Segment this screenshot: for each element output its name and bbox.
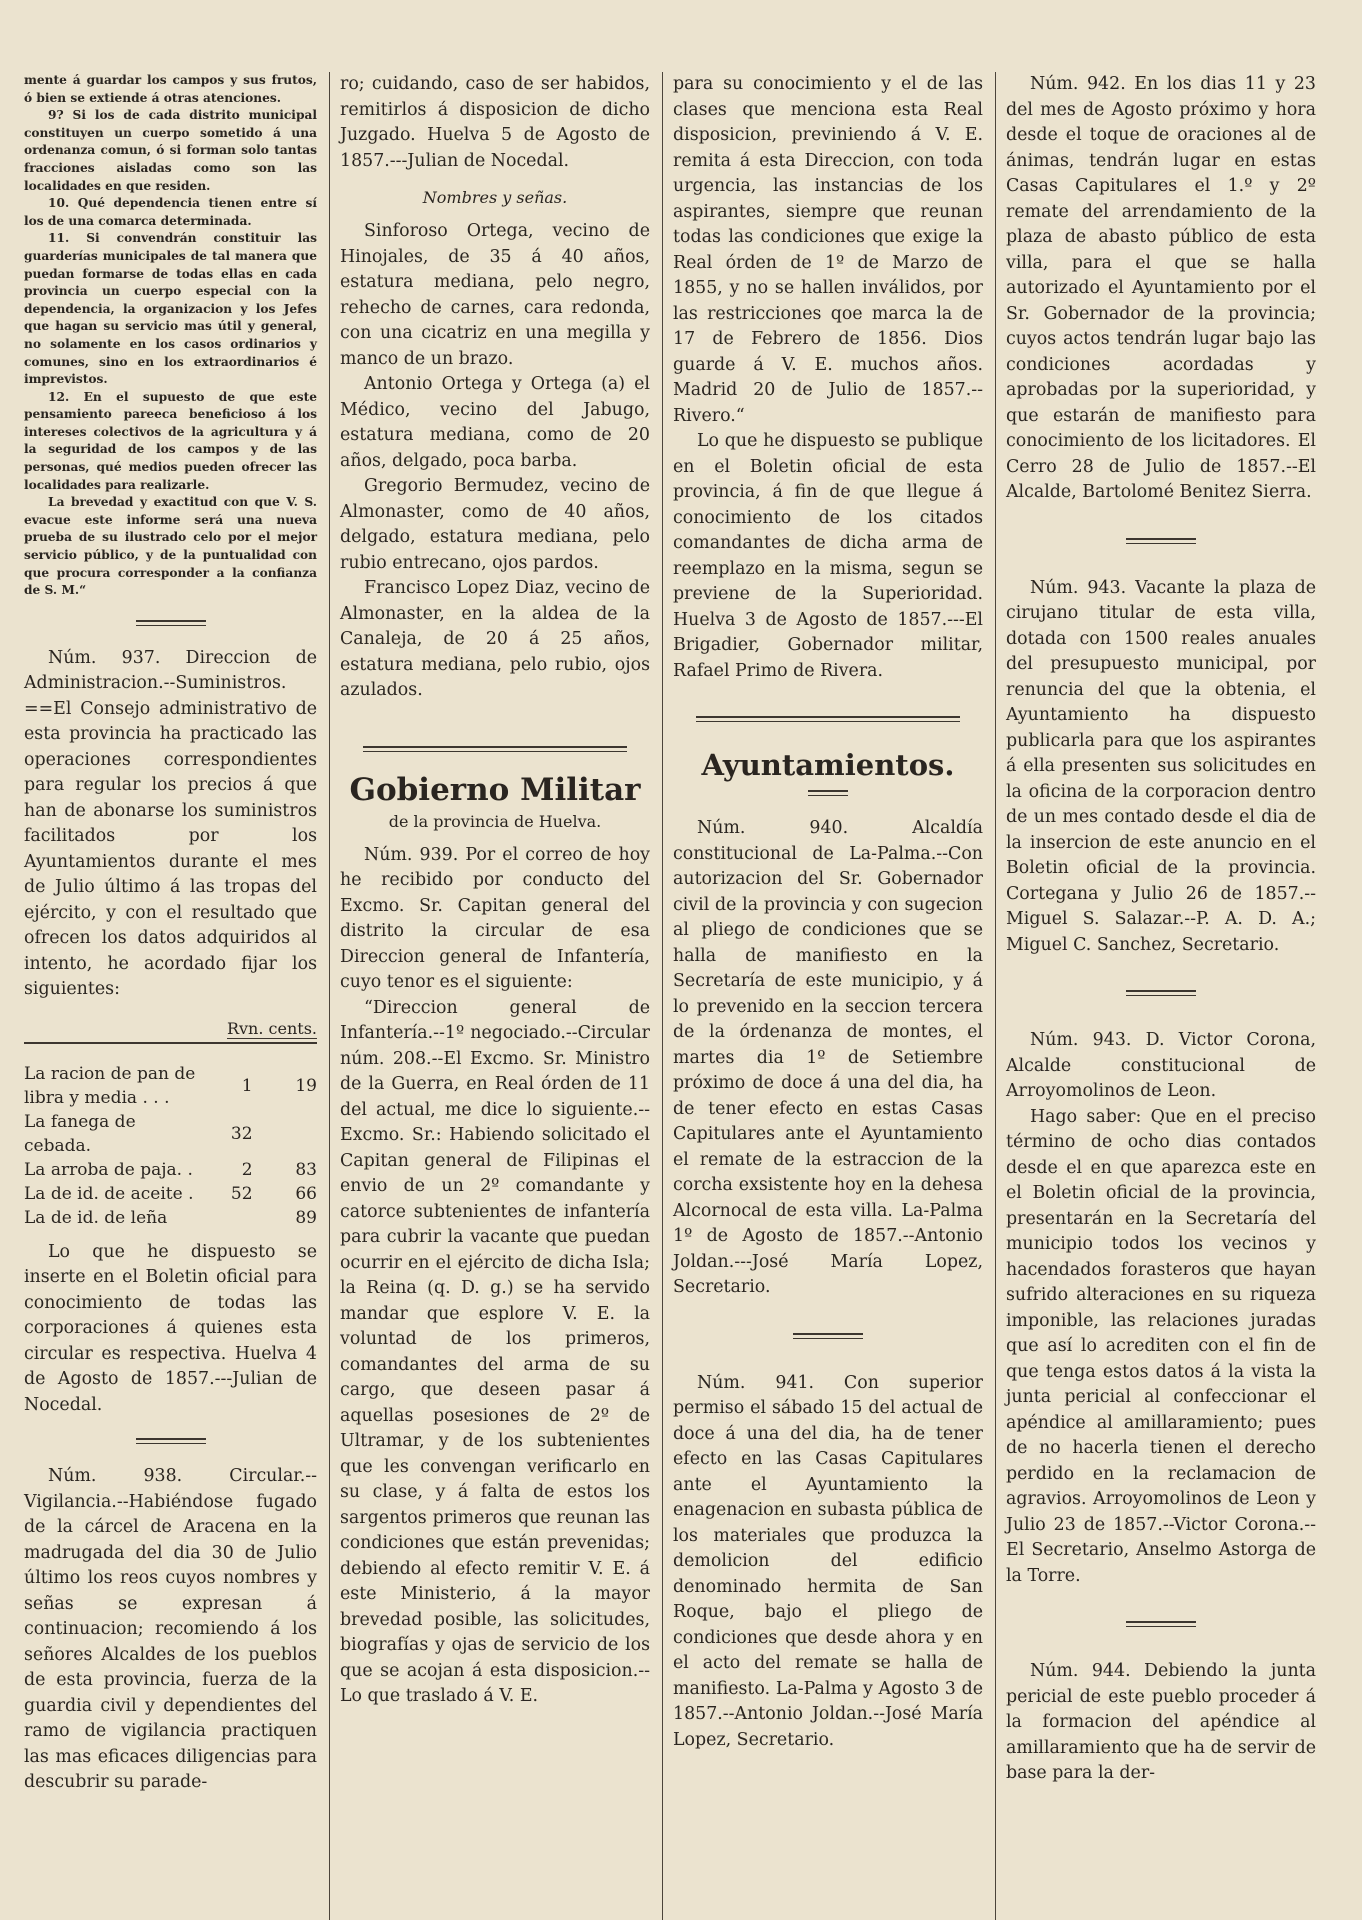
table-row: La de id. de aceite . 52 66 xyxy=(24,1183,317,1204)
notice-937-closing: Lo que he dispuesto se inserte en el Boletin oficial para conocimiento de todas las corporaciones á quienes esta circular es respectiva. Huelva 4 de Agosto de 1857.---Julian de Nocedal. xyxy=(24,1241,317,1415)
column-1 xyxy=(14,72,329,1920)
divider-ornament xyxy=(696,714,960,724)
notice-944: Núm. 944. Debiendo la junta pericial de este pueblo proceder á la formacion del apéndice al amillaramiento que ha de servir de base para la der- xyxy=(1006,1661,1316,1783)
paragraph: 10. Qué dependencia tienen entre sí los de una comarca determinada. xyxy=(24,196,317,228)
paragraph: ro; cuidando, caso de ser habidos, remitirlos á disposicion de dicho Juzgado. Huelva 5 de Agosto de 1857.---Julian de Nocedal. xyxy=(340,74,650,171)
notice-942: Núm. 942. En los dias 11 y 23 del mes de Agosto próximo y hora desde el toque de oraciones al de ánimas, tendrán lugar en estas Casas Capitulares el 1.º y 2º remate del arrendamiento de la plaza de abasto público de esta villa, para el que se halla autorizado el Ayuntamiento por el Sr. Gobernador de la provincia; cuyos actos tendrán lugar bajo las condiciones acordadas y aprobadas por la superioridad, y que estarán de manifiesto para conocimiento de los licitadores. El Cerro 28 de Julio de 1857.--El Alcalde, Bartolomé Benitez Sierra. xyxy=(1006,74,1316,502)
person-entry: Sinforoso Ortega, vecino de Hinojales, de 35 á 40 años, estatura mediana, pelo negro, rehecho de carnes, cara redonda, con una cicatriz en una megilla y manco de un brazo. xyxy=(340,221,650,369)
paragraph: Hago saber: Que en el preciso término de ocho dias contados desde el en que aparezca este en el Boletin oficial de la provincia, presentarán en la Secretaría del municipio todos los vecinos y hacendados forasteros que hayan sufrido alteraciones en su riqueza imponible, las relaciones juradas que así lo acrediten con el fin de que tenga estos datos á la vista la junta pericial al confeccionar el apéndice al amillaramiento; pues de no hacerla tienen el derecho perdido en la reclamacion de agravios. Arroyomolinos de Leon y Julio 23 de 1857.--Victor Corona.--El Secretario, Anselmo Astorga de la Torre. xyxy=(1006,1106,1316,1586)
section-heading: Gobierno Militar xyxy=(349,771,641,808)
paragraph: Lo que he dispuesto se publique en el Boletin oficial de esta provincia, á fin de que llegue á conocimiento de los citados comandantes de dicha arma de reemplazo en la misma, segun se previene de la Superioridad. Huelva 3 de Agosto de 1857.---El Brigadier, Gobernador militar, Rafael Primo de Rivera. xyxy=(673,431,983,681)
paragraph: mente á guardar los campos y sus frutos, ó bien se extiende á otras atenciones. xyxy=(24,73,317,105)
paragraph: 9? Si los de cada distrito municipal constituyen un cuerpo sometido á una ordenanza comun, ó si forman solo tantas fracciones aisladas como son las localidades en que residen. xyxy=(24,108,317,193)
table-header: Rvn. cents. xyxy=(24,1019,317,1044)
paragraph: 12. En el supuesto de que este pensamiento pareeca beneficioso á los intereses colectivos de la agricultura y á la seguridad de los campos y de las personas, qué medios pueden ofrecer las localidades para realizarle. xyxy=(24,389,317,492)
column-4 xyxy=(995,72,1328,1920)
divider-ornament xyxy=(1126,988,1196,998)
notice-940: Núm. 940. Alcaldía constitucional de La-Palma.--Con autorizacion del Sr. Gobernador civil de la provincia y con sugecion al pliego de condiciones que se halla de manifiesto en la Secretaría de este municipio, y á lo prevenido en la seccion tercera de la órdenanza de montes, el martes dia 1º de Setiembre próximo de doce á una del dia, ha de tener efecto en estas Casas Capitulares ante el Ayuntamiento el remate de la estraccion de la corcha exsistente hoy en la dehesa Alcornocal de esta villa. La-Palma 1º de Agosto de 1857.--Antonio Joldan.---José María Lopez, Secretario. xyxy=(673,818,983,1297)
price-table xyxy=(24,1062,317,1230)
notice-937: Núm. 937. Direccion de Administracion.--Suministros. ==El Consejo administrativo de esta provincia ha practicado las operaciones correspondientes para regular los precios á que han de abonarse los suministros facilitados por los Ayuntamientos durante el mes de Julio último á las tropas del ejército, y con el resultado que ofrecen los datos adquiridos al intento, he acordado fijar los siguientes: xyxy=(24,647,317,1000)
divider-ornament xyxy=(793,1331,863,1341)
person-entry: Gregorio Bermudez, vecino de Almonaster, como de 40 años, delgado, estatura mediana, pelo rubio entrecano, ojos pardos. xyxy=(340,476,650,573)
divider-ornament xyxy=(1126,536,1196,546)
divider-ornament xyxy=(808,788,848,798)
column-3 xyxy=(662,72,995,1920)
table-row: La racion de pan de libra y media . . . 1 19 xyxy=(24,1063,317,1108)
section-heading: Ayuntamientos. xyxy=(701,748,955,782)
divider-ornament xyxy=(136,618,206,628)
notice-938: Núm. 938. Circular.--Vigilancia.--Habiéndose fugado de la cárcel de Aracena en la madrugada del dia 30 de Julio último los reos cuyos nombres y señas se expresan á continuacion; recomiendo á los señores Alcaldes de los pueblos de esta provincia, fuerza de la guardia civil y dependientes del ramo de vigilancia practiquen las mas eficaces diligencias para descubrir su parade- xyxy=(24,1466,317,1793)
table-row: La de id. de leña 89 xyxy=(24,1207,317,1228)
divider-ornament xyxy=(1126,1619,1196,1629)
section-subheading: Nombres y señas. xyxy=(422,188,568,207)
divider-ornament xyxy=(363,744,627,754)
notice-943-cortegana: Núm. 943. Vacante la plaza de cirujano titular de esta villa, dotada con 1500 reales anuales del presupuesto municipal, por renuncia del que la obtenia, el Ayuntamiento ha dispuesto publicarla para que los aspirantes á ella presenten sus solicitudes en la oficina de la corporacion dentro de un mes contado desde el dia de la insercion de este anuncio en el Boletin oficial de la provincia. Cortegana y Julio 26 de 1857.--Miguel S. Salazar.--P. A. D. A.; Miguel C. Sanchez, Secretario. xyxy=(1006,577,1316,955)
section-subheading: de la provincia de Huelva. xyxy=(388,811,602,831)
table-row: La arroba de paja. . 2 83 xyxy=(24,1159,317,1180)
person-entry: Antonio Ortega y Ortega (a) el Médico, vecino del Jabugo, estatura mediana, como de 20 años, delgado, poca barba. xyxy=(340,374,650,471)
notice-939-circular: “Direccion general de Infantería.--1º negociado.--Circular núm. 208.--El Excmo. Sr. Ministro de la Guerra, en Real órden de 11 del actual, me dice lo siguiente.--Excmo. Sr.: Habiendo solicitado el Capitan general de Filipinas el envio de un 2º comandante y catorce subtenientes de infantería para cubrir la vacante que puedan ocurrir en el ejército de dicha Isla; la Reina (q. D. g.) se ha servido mandar que esplore V. E. la voluntad de los primeros, comandantes del arma de su cargo, que deseen pasar á aquellas posesiones de 2º de Ultramar, y de los subtenientes que les convengan verificarlo en su clase, y á falta de estos los sargentos primeros que reunan las condiciones que están prevenidas; debiendo al efecto remitir V. E. á este Ministerio, á la mayor brevedad posible, las solicitudes, biografías y ojas de servicio de los que se acojan á esta disposicion.--Lo que traslado á V. E. xyxy=(340,997,650,1706)
questionnaire-section xyxy=(24,72,317,600)
paragraph: 11. Si convendrán constituir las guarderías municipales de tal manera que puedan formarse de todas ellas en cada provincia un cuerpo especial con la dependencia, la organizacion y los Jefes que hagan su servicio mas útil y general, no solamente en los casos ordinarios y comunes, sino en los extraordinarios é imprevistos. xyxy=(24,231,317,387)
column-2 xyxy=(329,72,662,1920)
table-row: La fanega de cebada. 32 xyxy=(24,1111,253,1156)
paragraph: para su conocimiento y el de las clases que menciona esta Real disposicion, previniendo á V. E. remita á esta Direccion, con toda urgencia, las instancias de los aspirantes, siempre que reunan todas las condiciones que exige la Real órden de 1º de Marzo de 1855, y no se hallen inválidos, por las restricciones qoe marca la de 17 de Febrero de 1856. Dios guarde á V. E. muchos años. Madrid 20 de Julio de 1857.--Rivero.“ xyxy=(673,74,983,426)
notice-939: Núm. 939. Por el correo de hoy he recibido por conducto del Excmo. Sr. Capitan general del distrito la circular de esa Direccion general de Infantería, cuyo tenor es el siguiente: xyxy=(340,844,650,992)
divider-ornament xyxy=(136,1436,206,1446)
person-entry: Francisco Lopez Diaz, vecino de Almonaster, en la aldea de la Canaleja, de 20 á 25 años, estatura mediana, pelo rubio, ojos azulados. xyxy=(340,578,650,700)
notice-943-arroyomolinos: Núm. 943. D. Victor Corona, Alcalde constitucional de Arroyomolinos de Leon. xyxy=(1006,1030,1316,1101)
paragraph: La brevedad y exactitud con que V. S. evacue este informe será una nueva prueba de su ilustrado celo por el mejor servicio público, y de la puntualidad con que procura corresponder a la confianza de S. M.“ xyxy=(24,495,317,598)
notice-941: Núm. 941. Con superior permiso el sábado 15 del actual de doce á una del dia, ha de tener efecto en las Casas Capitulares ante el Ayuntamiento la enagenacion en subasta pública de los materiales que produzca la demolicion del edificio denominado hermita de San Roque, bajo el pliego de condiciones que desde ahora y en el acto del remate se halla de manifiesto. La-Palma y Agosto 3 de 1857.--Antonio Joldan.--José María Lopez, Secretario. xyxy=(673,1372,983,1750)
